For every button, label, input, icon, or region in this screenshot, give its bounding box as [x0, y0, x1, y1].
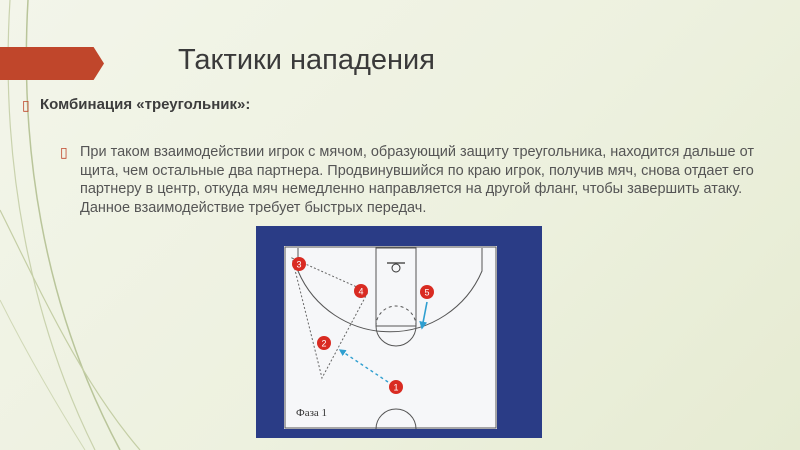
slide-subtitle: Комбинация «треугольник»: [40, 96, 251, 113]
basket-hoop [392, 264, 400, 272]
player-1 [389, 380, 403, 394]
player-2 [317, 336, 331, 350]
slide-body-text: При таком взаимодействии игрок с мячом, образующий защиту треугольника, находится дальше от щита, чем остальные два партнера. Продвинувшийся по краю игрок, получив мяч, снова отдает его партнеру в центр, откуда мяч немедленно направляется на другой фланг, чтобы завершить атаку. Данное взаимодействие требует быстрых передач. [80, 144, 755, 216]
player-5 [420, 285, 434, 299]
player-4 [354, 284, 368, 298]
free-throw-circle [376, 326, 416, 346]
court-diagram [284, 246, 497, 429]
phase-label: Фаза 1 [296, 407, 328, 419]
square-bullet-icon: ▯ [22, 97, 30, 113]
court-svg [284, 246, 497, 429]
svg-text:1: 1 [393, 382, 399, 393]
square-bullet-icon: ▯ [60, 144, 68, 160]
free-throw-circle-dashed [376, 306, 416, 326]
slide-title: Тактики нападения [178, 44, 435, 76]
center-circle [376, 409, 416, 429]
svg-text:4: 4 [358, 286, 364, 297]
three-point-line [298, 248, 482, 332]
player-3 [292, 257, 306, 271]
svg-text:3: 3 [296, 259, 302, 270]
pass-arrow [340, 350, 388, 382]
title-accent-bar [0, 47, 104, 80]
svg-text:5: 5 [424, 287, 430, 298]
move-arrow [422, 302, 427, 328]
defense-triangle [292, 258, 368, 378]
paint-area [376, 248, 416, 326]
svg-text:2: 2 [321, 338, 327, 349]
court-boundary [285, 247, 496, 428]
